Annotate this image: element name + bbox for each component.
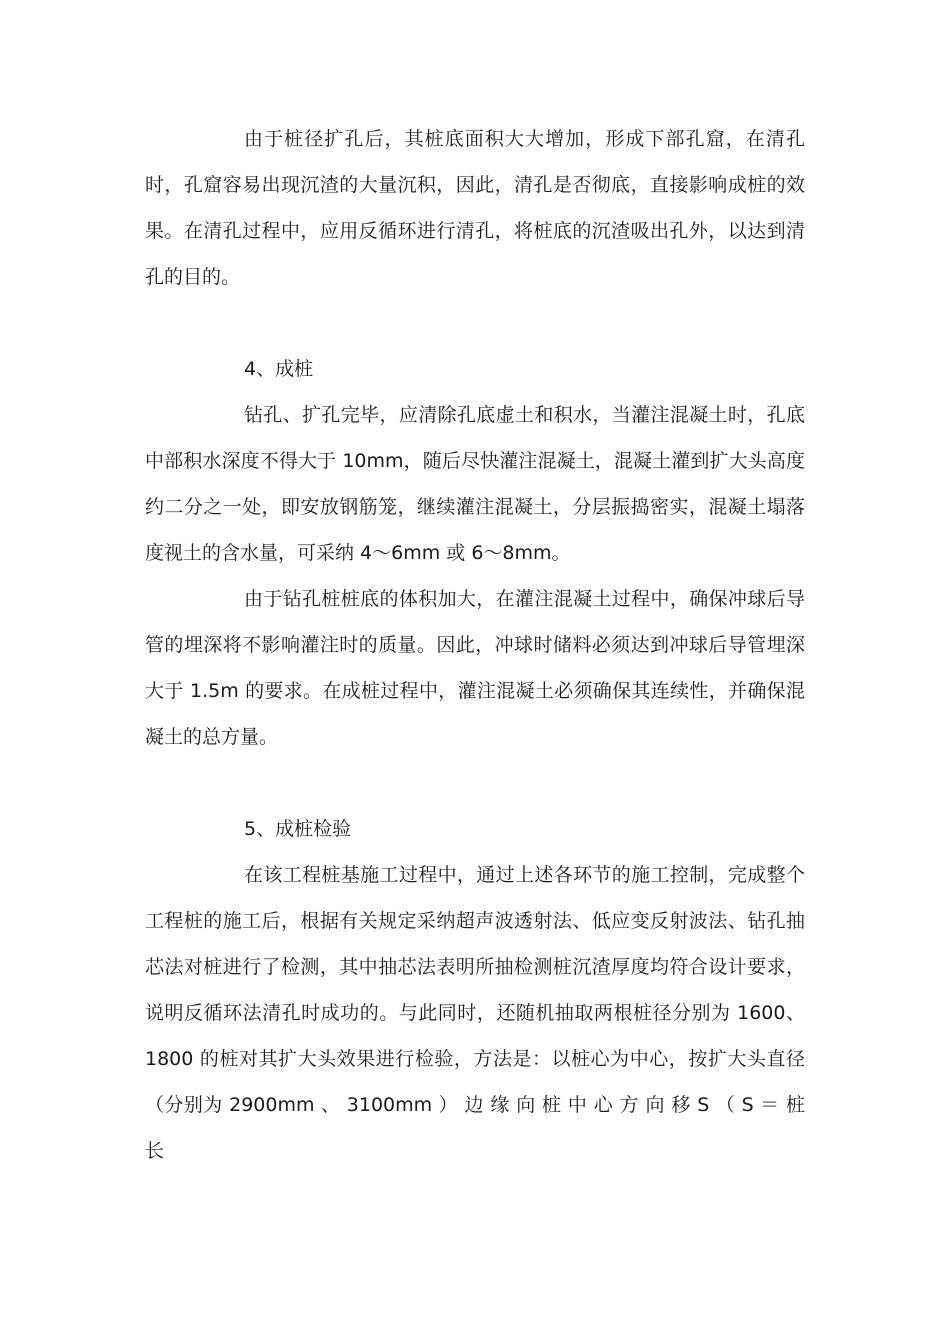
spacer (145, 300, 805, 346)
paragraph-inspection-method: 在该工程桩基施工过程中，通过上述各环节的施工控制，完成整个工程桩的施工后，根据有关规定采纳超声波透射法、低应变反射波法、钻孔抽芯法对桩进行了检测，其中抽芯法表明所抽检测桩沉渣厚度均符合设计要求，说明反循环法清孔时成功的。与此同时，还随机抽取两根桩径分别为 1600、1800 的桩对其扩大头效果进行检验，方法是：以桩心为中心，按扩大头直径（分别为 2900mm 、 3100mm ） 边 缘 向 桩 中 心 方 向 移 S （ S ＝ 桩 长 (145, 864, 805, 1162)
document-body (145, 116, 805, 1174)
spacer (145, 760, 805, 806)
paragraph-concrete-pouring: 钻孔、扩孔完毕，应清除孔底虚土和积水，当灌注混凝土时，孔底中部积水深度不得大于 10mm，随后尽快灌注混凝土，混凝土灌到扩大头高度约二分之一处，即安放钢筋笼，继续灌注混凝土，分层振捣密实，混凝土塌落度视土的含水量，可采纳 4～6mm 或 6～8mm。 (145, 404, 805, 564)
section-heading-pile-inspection: 5、成桩检验 (244, 818, 352, 840)
paragraph-hole-cleaning: 由于桩径扩孔后，其桩底面积大大增加，形成下部孔窟，在清孔时，孔窟容易出现沉渣的大量沉积，因此，清孔是否彻底，直接影响成桩的效果。在清孔过程中，应用反循环进行清孔，将桩底的沉渣吸出孔外，以达到清孔的目的。 (145, 128, 805, 288)
section-heading-pile-forming: 4、成桩 (244, 358, 314, 380)
paragraph-conduit-depth: 由于钻孔桩桩底的体积加大，在灌注混凝土过程中，确保冲球后导管的埋深将不影响灌注时的质量。因此，冲球时储料必须达到冲球后导管埋深大于 1.5m 的要求。在成桩过程中，灌注混凝土必须确保其连续性，并确保混凝土的总方量。 (145, 588, 805, 748)
